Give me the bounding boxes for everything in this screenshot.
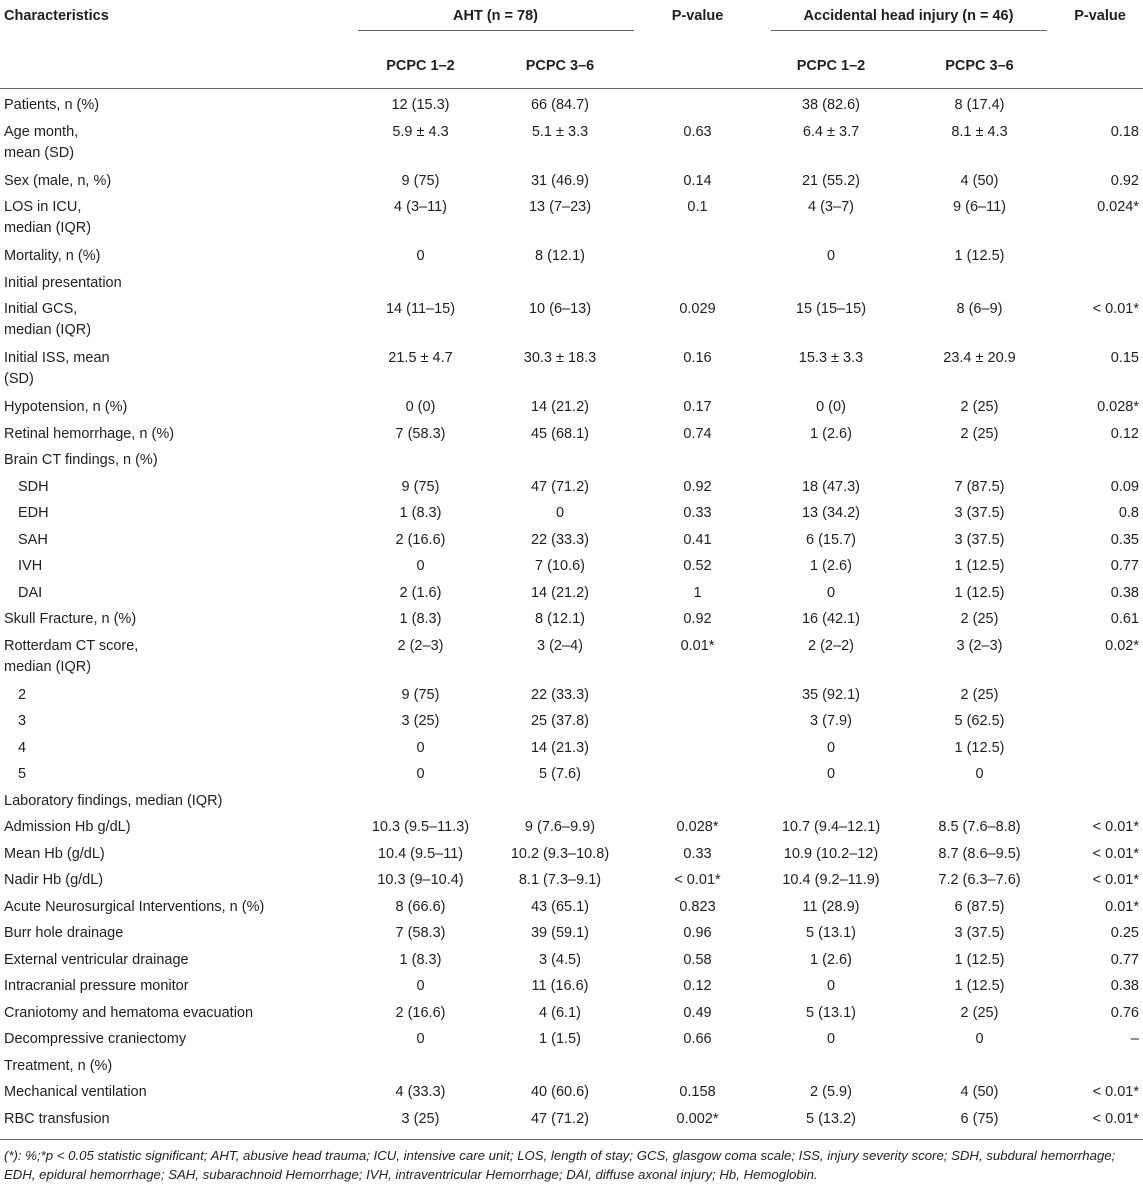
row-label: Laboratory findings, median (IQR): [4, 792, 223, 809]
accidental-pvalue-cell: 0.38: [1110, 978, 1139, 994]
accidental-pvalue-cell: 0.15: [1110, 350, 1139, 366]
accidental-pcpc-3-6-cell: 1 (12.5): [954, 978, 1005, 994]
aht-pvalue-cell: [635, 1056, 760, 1083]
accidental-pcpc-1-2-cell: 0: [826, 739, 836, 756]
aht-group-label: AHT (n = 78): [358, 6, 634, 31]
row-label: Rotterdam CT score, median (IQR): [4, 637, 139, 675]
accidental-pvalue-cell: 0.92: [1110, 172, 1139, 189]
table-row: [0, 1056, 1143, 1083]
accidental-pcpc-3-6-cell: 2 (25): [960, 611, 999, 627]
accidental-pcpc-3-6-cell: 7.2 (6.3–7.6): [938, 872, 1021, 888]
accidental-pvalue-cell: [1057, 246, 1143, 273]
aht-pcpc-1-2-cell: 2 (1.6): [399, 584, 442, 601]
aht-pvalue-cell: 0.12: [683, 978, 712, 994]
accidental-pcpc-3-6-cell: [902, 450, 1057, 477]
accidental-pvalue-cell: [1057, 273, 1143, 300]
accidental-pvalue-cell: < 0.01*: [1092, 1084, 1139, 1100]
aht-pcpc-1-2-cell: [356, 273, 485, 300]
table-row: [0, 897, 1143, 924]
accidental-pcpc-1-2-cell: 5 (13.1): [806, 925, 856, 941]
accidental-pvalue-cell: [1057, 738, 1143, 765]
aht-pcpc-1-2-cell: 0: [416, 248, 425, 264]
aht-pcpc-3-6-cell: 14 (21.2): [530, 399, 590, 415]
aht-pcpc-1-2-cell: 12 (15.3): [391, 97, 450, 113]
table-row: [0, 89, 1143, 122]
accidental-pcpc-1-2-cell: 10.7 (9.4–12.1): [781, 819, 881, 835]
accidental-pcpc-3-6-cell: 1 (12.5): [954, 739, 1005, 756]
accidental-pvalue-cell: < 0.01*: [1092, 819, 1139, 835]
accidental-pvalue-cell: [1057, 1056, 1143, 1083]
row-label: 3: [18, 713, 27, 729]
row-label: LOS in ICU, median (IQR): [4, 199, 92, 236]
accidental-pcpc-1-2-cell: 3 (7.9): [810, 713, 852, 729]
aht-pvalue-cell: 0.823: [679, 898, 716, 915]
aht-pvalue-cell: 0.92: [683, 611, 712, 627]
accidental-pcpc-1-2-cell: 6 (15.7): [806, 531, 856, 548]
aht-pcpc-3-6-cell: 40 (60.6): [530, 1084, 590, 1100]
accidental-group-header: [760, 0, 1057, 44]
accidental-pcpc-1-2-cell: 1 (2.6): [810, 558, 852, 574]
accidental-pvalue-cell: 0.8: [1118, 505, 1139, 521]
accidental-pvalue-cell: < 0.01*: [1092, 872, 1139, 888]
accidental-pcpc-1-2-cell: 0: [826, 1031, 836, 1047]
aht-pcpc-1-2-cell: [356, 450, 485, 477]
aht-pvalue-cell: 0.1: [687, 199, 708, 215]
aht-pcpc-1-2-cell: 2 (2–3): [397, 637, 444, 654]
aht-pcpc-1-2-cell: 3 (25): [401, 713, 440, 729]
accidental-pvalue-cell: 0.024*: [1097, 199, 1139, 215]
aht-pcpc-1-2-cell: 2 (16.6): [395, 531, 446, 548]
accidental-pvalue-cell: 0.028*: [1097, 399, 1139, 415]
accidental-pcpc-3-6-cell: 1 (12.5): [954, 248, 1005, 264]
aht-pcpc-3-6-cell: 10.2 (9.3–10.8): [510, 845, 610, 862]
aht-pcpc-3-6-cell: 47 (71.2): [485, 1109, 635, 1140]
accidental-pcpc-1-2-cell: 0: [826, 766, 836, 782]
aht-pvalue-cell: 0.58: [683, 951, 712, 968]
accidental-pcpc-3-6-cell: 5 (62.5): [954, 713, 1005, 729]
aht-pvalue-cell: 0.17: [683, 399, 712, 415]
accidental-pcpc-1-2-header: PCPC 1–2: [796, 58, 866, 74]
table-row: [0, 122, 1143, 171]
row-label: Initial presentation: [4, 274, 122, 291]
table-row: [0, 450, 1143, 477]
accidental-pcpc-1-2-cell: 35 (92.1): [801, 686, 861, 703]
table-row: [0, 791, 1143, 818]
accidental-pcpc-1-2-cell: 13 (34.2): [801, 505, 861, 521]
accidental-pvalue-cell: –: [1130, 1031, 1139, 1047]
aht-pcpc-3-6-cell: 8 (12.1): [535, 611, 585, 627]
table-header: [0, 0, 1143, 89]
accidental-pcpc-1-2-cell: 15.3 ± 3.3: [798, 350, 864, 366]
aht-pcpc-1-2-cell: 0: [416, 766, 425, 782]
accidental-pcpc-3-6-cell: 4 (50): [960, 172, 999, 189]
row-label: Hypotension, n (%): [4, 399, 128, 415]
accidental-pcpc-3-6-cell: 1 (12.5): [954, 584, 1005, 601]
table-row: [0, 556, 1143, 583]
aht-pcpc-3-6-cell: 13 (7–23): [528, 199, 592, 215]
table-row: [0, 923, 1143, 950]
aht-pcpc-3-6-cell: 11 (16.6): [531, 978, 589, 994]
table-row: [0, 950, 1143, 977]
row-label: EDH: [18, 505, 49, 521]
aht-pvalue-cell: [635, 89, 760, 122]
table-row: [0, 197, 1143, 246]
table-row: [0, 870, 1143, 897]
accidental-pvalue-cell: 0.77: [1110, 951, 1139, 968]
aht-pcpc-3-6-cell: 4 (6.1): [539, 1004, 581, 1021]
aht-pcpc-1-2-cell: 8 (66.6): [395, 898, 446, 915]
aht-pvalue-cell: 0.01*: [680, 637, 715, 654]
table-row: [0, 273, 1143, 300]
accidental-pcpc-3-6-cell: 3 (2–3): [956, 637, 1003, 654]
aht-pcpc-1-2-cell: 1 (8.3): [399, 951, 442, 968]
aht-pcpc-1-2-cell: 9 (75): [401, 686, 440, 703]
accidental-pcpc-3-6-cell: 6 (87.5): [954, 898, 1005, 915]
accidental-pvalue-cell: < 0.01*: [1057, 1109, 1143, 1140]
row-label: Treatment, n (%): [4, 1057, 113, 1074]
aht-pcpc-1-2-cell: 4 (33.3): [395, 1084, 446, 1100]
aht-pcpc-1-2-cell: 10.3 (9–10.4): [377, 872, 464, 888]
pvalue-spacer-2: [1057, 44, 1143, 89]
accidental-pcpc-3-6-cell: 9 (6–11): [953, 199, 1006, 215]
row-label: 2: [18, 686, 27, 703]
aht-pcpc-3-6-cell: 22 (33.3): [530, 531, 590, 548]
aht-pcpc-3-6-cell: [485, 791, 635, 818]
row-label: Initial GCS, median (IQR): [4, 301, 92, 338]
accidental-pcpc-3-6-cell: 8.1 ± 4.3: [951, 123, 1008, 140]
aht-pvalue-cell: [635, 711, 760, 738]
accidental-pcpc-1-2-cell: 5 (13.2): [760, 1109, 902, 1140]
aht-pcpc-3-6-cell: 25 (37.8): [530, 713, 590, 729]
table-row: [0, 424, 1143, 451]
accidental-pcpc-1-2-cell: 16 (42.1): [801, 611, 861, 627]
row-label: SAH: [18, 531, 48, 548]
table-footnote: (*): %;*p < 0.05 statistic significant; AHT, abusive head trauma; ICU, intensive care unit; LOS, length of stay; GCS, glasgow coma scale; ISS, injury severity score; SDH, subdural hemorrhage; EDH, epidural hemorrhage; SAH, subarachnoid Hemorrhage; IVH, intraventricular Hemorrhage; DAI, diffuse axonal injury; Hb, Hemoglobin.: [4, 1147, 1116, 1182]
accidental-pcpc-3-6-cell: 3 (37.5): [954, 925, 1005, 941]
pvalue-spacer-1: [635, 44, 760, 89]
row-label: Admission Hb g/dL): [4, 819, 131, 835]
accidental-pcpc-1-2-cell: 18 (47.3): [801, 478, 861, 495]
table-row: [0, 1109, 1143, 1140]
aht-pvalue-cell: 0.16: [683, 350, 712, 366]
table-body: [0, 89, 1143, 1140]
aht-pcpc-1-2-header: PCPC 1–2: [386, 58, 455, 74]
row-label: 4: [18, 739, 27, 756]
accidental-pvalue-cell: 0.38: [1110, 584, 1139, 601]
accidental-pcpc-3-6-header: PCPC 3–6: [945, 58, 1014, 74]
accidental-pcpc-3-6-cell: 1 (12.5): [954, 558, 1005, 574]
accidental-pcpc-1-2-cell: 5 (13.1): [806, 1004, 856, 1021]
aht-pcpc-1-2-cell: 10.4 (9.5–11): [377, 845, 464, 862]
accidental-pvalue-cell: [1057, 711, 1143, 738]
accidental-pvalue-cell: [1057, 685, 1143, 712]
accidental-pcpc-1-2-cell: [760, 791, 902, 818]
accidental-pvalue-cell: 0.25: [1110, 925, 1139, 941]
aht-pvalue-cell: 0.66: [683, 1031, 712, 1047]
aht-pcpc-3-6-cell: 3 (2–4): [537, 637, 583, 654]
aht-pvalue-cell: 0.52: [683, 558, 712, 574]
accidental-pvalue-cell: 0.35: [1110, 531, 1139, 548]
accidental-pcpc-3-6-cell: 2 (25): [960, 399, 999, 415]
accidental-pcpc-3-6-cell: 3 (37.5): [954, 505, 1005, 521]
aht-pcpc-3-6-cell: 10 (6–13): [528, 301, 592, 317]
accidental-pcpc-3-6-cell: 3 (37.5): [954, 531, 1005, 548]
aht-pcpc-1-2-cell: 4 (3–11): [394, 199, 447, 215]
accidental-pcpc-1-2-cell: [760, 450, 902, 477]
accidental-pvalue-cell: [1057, 450, 1143, 477]
accidental-pcpc-3-6-cell: 4 (50): [960, 1084, 999, 1100]
aht-pvalue-cell: [635, 764, 760, 791]
accidental-pcpc-1-2-cell: 2 (2–2): [808, 637, 854, 654]
row-label: Mortality, n (%): [4, 248, 101, 264]
aht-pvalue-cell: [635, 738, 760, 765]
aht-pvalue-cell: < 0.01*: [674, 872, 721, 888]
accidental-group-label: Accidental head injury (n = 46): [771, 6, 1047, 31]
table-row: [0, 685, 1143, 712]
accidental-pvalue-cell: 0.12: [1110, 425, 1139, 442]
aht-pvalue-cell: 0.92: [683, 478, 712, 495]
accidental-pcpc-3-6-cell: 2 (25): [960, 686, 999, 703]
aht-pvalue-cell: 0.33: [683, 845, 712, 862]
aht-pcpc-3-6-cell: 5.1 ± 3.3: [531, 123, 589, 140]
aht-pvalue-cell: 0.63: [683, 123, 712, 140]
aht-pcpc-3-6-cell: 39 (59.1): [530, 925, 590, 941]
aht-pcpc-3-6-cell: 14 (21.3): [530, 739, 590, 756]
table-row: [0, 1003, 1143, 1030]
accidental-pcpc-1-2-cell: 10.9 (10.2–12): [783, 845, 879, 862]
accidental-pcpc-3-6-cell: [902, 1056, 1057, 1083]
table-row: [0, 246, 1143, 273]
accidental-pcpc-1-2-cell: 11 (28.9): [802, 898, 860, 915]
table-row: [0, 738, 1143, 765]
aht-pcpc-3-6-cell: 22 (33.3): [530, 686, 590, 703]
aht-pvalue-cell: 0.41: [683, 531, 712, 548]
aht-pvalue-cell: 0.14: [683, 172, 712, 189]
aht-pvalue-cell: 0.028*: [676, 819, 719, 835]
accidental-pcpc-3-6-cell: 1 (12.5): [954, 951, 1005, 968]
row-label: SDH: [18, 478, 49, 495]
accidental-pcpc-1-2-cell: 38 (82.6): [801, 97, 861, 113]
aht-pvalue-cell: [635, 273, 760, 300]
row-label: IVH: [18, 558, 43, 574]
row-label: Brain CT findings, n (%): [4, 452, 158, 468]
aht-pvalue-cell: 0.029: [679, 301, 716, 317]
aht-pvalue-cell: [635, 450, 760, 477]
accidental-pcpc-1-2-cell: 4 (3–7): [808, 199, 854, 215]
aht-pcpc-1-2-cell: 0: [416, 739, 425, 756]
aht-pcpc-1-2-cell: 7 (58.3): [395, 425, 446, 442]
row-label: RBC transfusion: [0, 1109, 356, 1140]
table-row: [0, 1082, 1143, 1109]
row-label: Burr hole drainage: [4, 925, 124, 941]
aht-pcpc-3-6-cell: 7 (10.6): [535, 558, 585, 574]
accidental-pvalue-cell: 0.61: [1110, 611, 1139, 627]
aht-pcpc-1-2-cell: 7 (58.3): [395, 925, 446, 941]
accidental-pcpc-3-6-cell: 0: [975, 766, 984, 782]
accidental-pcpc-1-2-cell: 21 (55.2): [801, 172, 861, 189]
table-row: [0, 1029, 1143, 1056]
aht-pvalue-cell: 0.33: [683, 505, 712, 521]
aht-pcpc-3-6-cell: [485, 450, 635, 477]
table-row: [0, 636, 1143, 685]
accidental-pcpc-1-2-cell: 10.4 (9.2–11.9): [782, 872, 880, 888]
aht-pcpc-3-6-cell: 8.1 (7.3–9.1): [518, 872, 602, 888]
aht-pcpc-3-6-cell: 45 (68.1): [530, 425, 590, 442]
aht-group-header: [356, 0, 635, 44]
accidental-pcpc-1-2-cell: 0: [826, 978, 836, 994]
aht-pcpc-1-2-cell: 10.3 (9.5–11.3): [371, 819, 470, 835]
accidental-pcpc-1-2-cell: 6.4 ± 3.7: [802, 123, 860, 140]
aht-pcpc-3-6-cell: [485, 1056, 635, 1083]
table-row: [0, 397, 1143, 424]
aht-pcpc-3-6-cell: 9 (7.6–9.9): [524, 819, 596, 835]
pvalue-header-2: P-value: [1074, 8, 1126, 24]
aht-pcpc-3-6-cell: 14 (21.2): [530, 584, 590, 601]
row-label: External ventricular drainage: [4, 951, 189, 968]
accidental-pcpc-3-6-cell: 6 (75): [902, 1109, 1057, 1140]
row-label: Age month, mean (SD): [4, 123, 79, 161]
accidental-pvalue-cell: 0.01*: [1105, 898, 1139, 915]
accidental-pcpc-3-6-cell: 2 (25): [960, 425, 999, 442]
row-label: Craniotomy and hematoma evacuation: [4, 1004, 254, 1021]
aht-pcpc-1-2-cell: 5.9 ± 4.3: [392, 123, 449, 140]
aht-pvalue-cell: 0.74: [683, 425, 712, 442]
accidental-pvalue-cell: < 0.01*: [1092, 301, 1139, 317]
aht-pcpc-3-6-cell: 0: [555, 505, 565, 521]
aht-pcpc-1-2-cell: 0: [416, 978, 425, 994]
aht-pcpc-3-6-cell: 5 (7.6): [539, 766, 581, 782]
row-label: DAI: [18, 584, 43, 601]
aht-pvalue-cell: 0.002*: [635, 1109, 760, 1140]
aht-pcpc-3-6-cell: [485, 273, 635, 300]
aht-pcpc-1-2-cell: [356, 791, 485, 818]
accidental-pcpc-3-6-cell: 0: [975, 1031, 984, 1047]
accidental-pcpc-1-2-cell: 15 (15–15): [795, 301, 867, 317]
row-label: Nadir Hb (g/dL): [4, 872, 104, 888]
aht-pcpc-3-6-cell: 3 (4.5): [539, 951, 581, 968]
table-row: [0, 609, 1143, 636]
aht-pcpc-1-2-cell: 14 (11–15): [385, 301, 456, 317]
accidental-pcpc-3-6-cell: 8.7 (8.6–9.5): [938, 845, 1021, 862]
aht-pvalue-cell: 0.158: [679, 1084, 716, 1100]
row-label: Initial ISS, mean (SD): [4, 350, 110, 387]
aht-pvalue-cell: 1: [693, 584, 702, 601]
accidental-pcpc-3-6-cell: 7 (87.5): [954, 478, 1005, 495]
aht-pcpc-1-2-cell: 0: [416, 1031, 425, 1047]
table-row: [0, 503, 1143, 530]
accidental-pvalue-cell: 0.02*: [1105, 637, 1139, 654]
row-label: Skull Fracture, n (%): [4, 611, 137, 627]
row-label: Mechanical ventilation: [4, 1084, 147, 1100]
row-label: Decompressive craniectomy: [4, 1031, 187, 1047]
aht-pcpc-1-2-cell: [356, 1056, 485, 1083]
aht-pvalue-cell: [635, 791, 760, 818]
aht-pcpc-1-2-cell: 21.5 ± 4.7: [388, 350, 453, 366]
aht-pvalue-cell: [635, 246, 760, 273]
accidental-pcpc-3-6-cell: [902, 273, 1057, 300]
accidental-pcpc-1-2-cell: 1 (2.6): [810, 951, 852, 968]
row-label: Mean Hb (g/dL): [4, 845, 105, 862]
aht-pcpc-1-2-cell: 3 (25): [356, 1109, 485, 1140]
accidental-pcpc-3-6-cell: 23.4 ± 20.9: [943, 350, 1016, 366]
aht-pcpc-3-6-cell: 43 (65.1): [530, 898, 590, 915]
accidental-pcpc-1-2-cell: 1 (2.6): [810, 425, 852, 442]
pvalue-header-1: P-value: [671, 8, 724, 24]
table-row: [0, 583, 1143, 610]
row-label: Patients, n (%): [4, 97, 100, 113]
table-row: [0, 348, 1143, 397]
aht-pcpc-1-2-cell: 9 (75): [401, 478, 440, 495]
table-row: [0, 530, 1143, 557]
aht-pcpc-1-2-cell: 0: [416, 558, 425, 574]
accidental-pcpc-1-2-cell: 0: [826, 248, 836, 264]
row-label: 5: [18, 766, 27, 782]
table-row: [0, 844, 1143, 871]
aht-pcpc-1-2-cell: 1 (8.3): [399, 505, 442, 521]
table-row: [0, 976, 1143, 1003]
accidental-pcpc-3-6-cell: [902, 791, 1057, 818]
aht-pcpc-1-2-cell: 0 (0): [405, 399, 436, 415]
accidental-pvalue-cell: < 0.01*: [1092, 845, 1139, 862]
row-label: Sex (male, n, %): [4, 172, 112, 189]
aht-pvalue-cell: 0.49: [683, 1004, 712, 1021]
aht-pcpc-3-6-header: PCPC 3–6: [525, 58, 595, 74]
accidental-pcpc-1-2-cell: 0 (0): [816, 399, 846, 415]
accidental-pcpc-3-6-cell: 2 (25): [960, 1004, 999, 1021]
accidental-pvalue-cell: [1057, 791, 1143, 818]
accidental-pvalue-cell: 0.18: [1110, 123, 1139, 140]
aht-pcpc-3-6-cell: 30.3 ± 18.3: [523, 350, 597, 366]
aht-pcpc-3-6-cell: 66 (84.7): [530, 97, 590, 113]
aht-pcpc-1-2-cell: 1 (8.3): [399, 611, 442, 627]
aht-pcpc-3-6-cell: 47 (71.2): [530, 478, 590, 495]
aht-pvalue-cell: [635, 685, 760, 712]
aht-pvalue-cell: 0.96: [683, 925, 712, 941]
accidental-pcpc-1-2-cell: [760, 273, 902, 300]
table-row: [0, 299, 1143, 348]
accidental-pvalue-cell: [1057, 764, 1143, 791]
accidental-pvalue-cell: 0.77: [1110, 558, 1139, 574]
aht-pcpc-3-6-cell: 1 (1.5): [539, 1031, 581, 1047]
accidental-pcpc-3-6-cell: 8.5 (7.6–8.8): [938, 819, 1021, 835]
table-row: [0, 764, 1143, 791]
accidental-pcpc-1-2-cell: [760, 1056, 902, 1083]
row-label: Intracranial pressure monitor: [4, 978, 189, 994]
accidental-pcpc-3-6-cell: 8 (17.4): [954, 97, 1005, 113]
aht-pcpc-1-2-cell: 9 (75): [401, 172, 440, 189]
accidental-pcpc-1-2-cell: 2 (5.9): [810, 1084, 852, 1100]
characteristics-header: Characteristics: [4, 8, 109, 24]
aht-pcpc-1-2-cell: 2 (16.6): [395, 1004, 446, 1021]
accidental-pcpc-3-6-cell: 8 (6–9): [956, 301, 1003, 317]
accidental-pcpc-1-2-cell: 0: [826, 584, 836, 601]
accidental-pvalue-cell: 0.09: [1110, 478, 1139, 495]
table-row: [0, 711, 1143, 738]
aht-pcpc-3-6-cell: 31 (46.9): [530, 172, 590, 189]
table-row: [0, 477, 1143, 504]
aht-pcpc-3-6-cell: 8 (12.1): [535, 248, 585, 264]
table-row: [0, 817, 1143, 844]
accidental-pvalue-cell: 0.76: [1110, 1004, 1139, 1021]
row-label: Retinal hemorrhage, n (%): [4, 425, 175, 442]
row-label: Acute Neurosurgical Interventions, n (%): [4, 898, 265, 915]
accidental-pvalue-cell: [1057, 89, 1143, 122]
table-row: [0, 171, 1143, 198]
